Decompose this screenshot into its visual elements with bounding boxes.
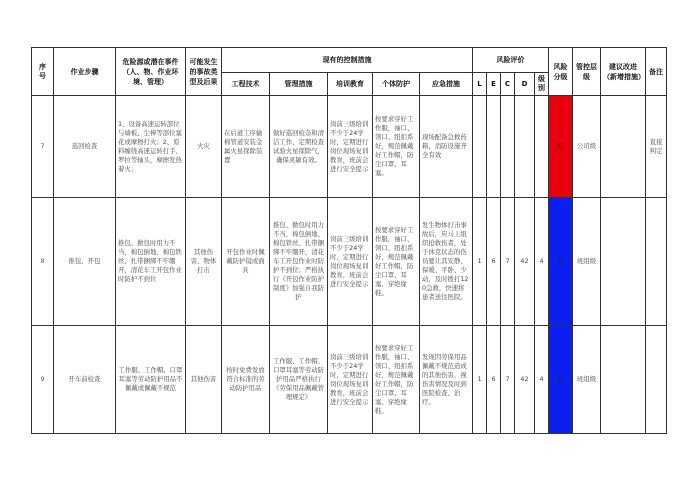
row-risk-level-blue: 蓝	[549, 326, 573, 434]
header-training: 培训教育	[328, 73, 373, 96]
row-control-level: 班组级	[573, 198, 601, 326]
header-accident: 可能发生的事故类型及后果	[186, 48, 222, 96]
row-eng: 在后道工序输棉管道安装金属火星探除装置	[222, 96, 270, 198]
row-control-level: 班组级	[573, 326, 601, 434]
header-c: C	[501, 73, 515, 96]
row-suggest	[601, 198, 646, 326]
header-step: 作业步骤	[54, 48, 116, 96]
row-c: 7	[501, 198, 515, 326]
header-e: E	[487, 73, 501, 96]
row-seq: 9	[32, 326, 54, 434]
row-grade	[535, 96, 549, 198]
row-e	[487, 96, 501, 198]
row-step: 推包、开包	[54, 198, 116, 326]
header-risk-level: 风险分级	[549, 48, 573, 96]
row-d: 42	[515, 198, 535, 326]
row-step: 巡回检查	[54, 96, 116, 198]
row-hazard: 1、设备高速运转部位与墙板、尘棒等部位塞花或摩擦打火；2、原料缠绕高速运转打手、罗拉等轴头，摩擦发热着火；	[116, 96, 186, 198]
risk-assessment-sheet	[31, 47, 666, 465]
header-grade: 级别	[535, 73, 549, 96]
row-seq: 7	[32, 96, 54, 198]
row-emergency: 现场配备急救药箱，消防设施齐全有效	[420, 96, 473, 198]
header-mgmt: 管理措施	[270, 73, 328, 96]
header-hazard: 危险源或潜在事件（人、物、作业环境、管理）	[116, 48, 186, 96]
row-accident: 其他伤害、物体打击	[186, 198, 222, 326]
row-seq: 8	[32, 198, 54, 326]
header-remark: 备注	[646, 48, 667, 96]
row-emergency: 发现因劳保用品佩戴不规范造成的其他伤害，视伤害情况及时到医院检查、治疗。	[420, 326, 473, 434]
row-c: 7	[501, 326, 515, 434]
row-c	[501, 96, 515, 198]
risk-table	[31, 47, 667, 434]
row-d	[515, 96, 535, 198]
row-ppe: 按要求穿好工作服，袖口、领口、纽扣系好，规范佩戴好工作帽，防尘口罩、耳塞。	[373, 96, 420, 198]
row-training: 岗前三级培训不少于24学时，定期进行岗位现场复训教育，班前会进行安全提示	[328, 326, 373, 434]
table-row	[32, 198, 667, 326]
row-remark: 直接判定	[646, 96, 667, 198]
row-ppe: 按要求穿好工作服，袖口、领口、纽扣系好，规范佩戴好工作帽，防尘口罩、耳塞、穿绝缘鞋。	[373, 198, 420, 326]
row-e: 6	[487, 198, 501, 326]
row-mgmt: 做好巡回检杂和清洁工作，定期检查试验火星探除气，确保灵敏有效。	[270, 96, 328, 198]
row-mgmt: 工作服、工作帽、口罩耳塞等劳动防护用品严格执行《劳保用品佩戴管理规定》	[270, 326, 328, 434]
header-assessment: 风险评价	[473, 48, 549, 73]
row-step: 开车前检查	[54, 326, 116, 434]
header-emergency: 应急措施	[420, 73, 473, 96]
row-emergency: 发生物体打击事故后，应马上组织抢救伤者，处于休克状态的伤员要让其安静、保暖、平卧、少动，及时拨打120急救，快速将患者送往医院。	[420, 198, 473, 326]
row-suggest	[601, 96, 646, 198]
row-grade: 4	[535, 198, 549, 326]
header-d: D	[515, 73, 535, 96]
row-accident: 其他伤害	[186, 326, 222, 434]
row-hazard: 工作服、工作帽、口罩耳塞等劳动防护用品不佩戴或佩戴不规范	[116, 326, 186, 434]
row-control-level: 公司级	[573, 96, 601, 198]
header-ppe: 个体防护	[373, 73, 420, 96]
header-suggest: 建议改进（新增措施）	[601, 48, 646, 96]
header-control-level: 管控层级	[573, 48, 601, 96]
header-controls: 现有的控制措施	[222, 48, 473, 73]
row-e: 6	[487, 326, 501, 434]
row-eng: 按时免费发放符合标准的劳动防护用品	[222, 326, 270, 434]
row-l: 1	[473, 326, 487, 434]
row-l	[473, 96, 487, 198]
row-ppe: 按要求穿好工作服，袖口、领口、纽扣系好，规范佩戴好工作帽，防尘口罩、耳塞、穿绝缘鞋。	[373, 326, 420, 434]
header-seq: 序号	[32, 48, 54, 96]
row-hazard: 推包、掀包时用力不当，棉包倒地、棉包铁丝、扎带捆绑不牢绷开，清花车工开包作业时防护不到位	[116, 198, 186, 326]
row-risk-level-blue: 蓝	[549, 198, 573, 326]
row-grade: 4	[535, 326, 549, 434]
row-d: 42	[515, 326, 535, 434]
row-l: 1	[473, 198, 487, 326]
table-row	[32, 326, 667, 434]
table-row	[32, 96, 667, 198]
row-remark	[646, 326, 667, 434]
row-remark	[646, 198, 667, 326]
row-training: 岗前三级培训不少于24学时，定期进行岗位现场复训教育，班前会进行安全提示	[328, 96, 373, 198]
row-suggest	[601, 326, 646, 434]
row-accident: 火灾	[186, 96, 222, 198]
header-l: L	[473, 73, 487, 96]
header-row-1	[32, 48, 667, 73]
header-eng: 工程技术	[222, 73, 270, 96]
row-eng: 开包作业时佩戴防护镜或面具	[222, 198, 270, 326]
row-training: 岗前三级培训不少于24学时，定期进行岗位现场复训教育，班前会进行安全提示	[328, 198, 373, 326]
row-mgmt: 推包、掀包时用力不当，棉包倒地、棉包铁丝、扎带捆绑不牢绷开，清花车工开包作业时防护不到位；严格执行《开包作业防护制度》加强自我防护	[270, 198, 328, 326]
row-risk-level-red: 红	[549, 96, 573, 198]
